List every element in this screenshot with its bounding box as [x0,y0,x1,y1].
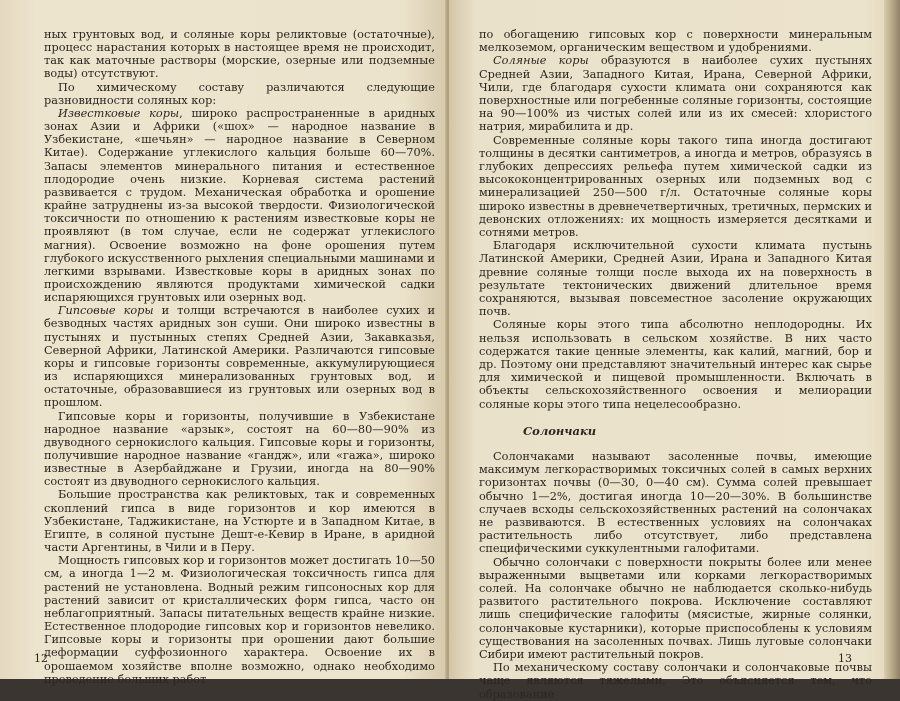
paragraph [479,54,872,133]
paragraph-text: По механическому составу солончаки и солончаковые почвы чаще являются тяжелыми. Это объясняется тем, что образование [479,661,872,701]
paragraph-text: и толщи встречаются в наиболее сухих и безводных частях аридных зон суши. Они широко известны в пустынях и пустынных степях Средней Азии, Закавказья, Северной Африки, Латинской Америки. Различаются гипсовые коры и гипсовые горизонты современные, аккумулирующиеся из испаряющихся минерализованных грунтовых вод, и остаточные, образовавшиеся из грунтовых или озерных вод в прошлом. [44,304,435,410]
paragraph-text: по обогащению гипсовых кор с поверхности минеральным мелкоземом, органическим веществом и удобрениями. [479,28,872,55]
paragraph [44,107,435,304]
paragraph [479,556,872,662]
paragraph [479,239,872,318]
paragraph [479,661,872,701]
right-page [449,0,900,701]
paragraph [479,28,872,54]
paragraph-text: Соляные коры этого типа абсолютно неплодородны. Их нельзя использовать в сельском хозяйстве. В них часто содержатся такие ценные элементы, как калий, магний, бор и др. Поэтому они представляют значительный интерес как сырье для химической и пищевой промышленности. Включать в объекты сельскохозяйственного освоения и мелиорации соляные коры этого типа нецелесообразно. [479,318,872,411]
paragraph-text: , широко распространенные в аридных зонах Азии и Африки («шох» — народное название в Узбекистане, «шечьян» — народное название в Северном Китае). Содержание углекислого кальция больше 60—70%. Запасы элементов минерального питания и естественное плодородие очень низкие. Корневая система растений развивается с трудом. Механическая обработка и орошение крайне затруднены из-за высокой твердости. Физиологической токсичности по отношению к растениям известковые коры не проявляют (в том случае, если не содержат углекислого магния). Освоение возможно на фоне орошения путем глубокого искусственного рыхления специальными машинами и легкими взрывами. Известковые коры в аридных зонах по происхождению являются продуктами химической садки испаряющихся грунтовых или озерных вод. [44,106,435,305]
paragraph [479,318,872,410]
paragraph [44,28,435,81]
section-heading: Солончаки [523,423,597,438]
paragraph-text: Обычно солончаки с поверхности покрыты более или менее выраженными выцветами или корками легкорастворимых солей. На солончаке обычно не наблюдается сколько-нибудь развитого растительного покрова. Исключение составляют лишь специфические галофиты (мясистые, жирные солянки, солончаковые кустарники), которые приспособлены к условиям существования на засоленных почвах. Лишь луговые солончаки Сибири имеют растительный покров. [479,555,872,661]
paragraph-text: Солончаками называют засоленные почвы, имеющие максимум легкорастворимых токсичных солей в самых верхних горизонтах почвы (0—30, 0—40 см). Сумма солей превышает обычно 1—2%, достигая иногда 10—20—30%. В большинстве случаев всходы сельскохозяйственных растений на солончаках не развиваются. В естественных условиях на солончаках растительность либо отсутствует, либо представлена специфическими суккулентными галофитами. [479,449,872,556]
right-page-body-bottom [479,450,872,701]
paragraph-lead-term: Известковые коры [58,106,180,120]
paragraph-text: Большие пространства как реликтовых, так и современных скоплений гипса в виде горизонтов и кор имеются в Узбекистане, Таджикистане, на Устюрте и в Западном Китае, в Египте, в соляной пустыне Дешт-е-Кевир в Иране, в аридной части Аргентины, в Чили и в Перу. [44,488,435,555]
paragraph-text: Современные соляные коры такого типа иногда достигают толщины в десятки сантиметров, а иногда и метров, образуясь в глубоких депрессиях рельефа путем химической садки из высококонцентрированных озерных или подземных вод с минерализацией 250—500 г/л. Остаточные соляные коры широко известны в древнечетвертичных, третичных, пермских и девонских отложениях: их мощность измеряется десятками и сотнями метров. [479,133,872,240]
left-page-body [44,28,435,686]
paragraph-lead-term: Гипсовые коры [58,304,154,318]
paragraph [44,488,435,554]
right-book-edge [884,0,900,679]
paragraph [44,81,435,107]
paragraph-text: Благодаря исключительной сухости климата пустынь Латинской Америки, Средней Азии, Ирана и Западного Китая древние соляные толщи после выхода их на поверхность в результате тектонических движений длительное время сохраняются, вызывая повсеместное засоление окружающих почв. [479,239,872,319]
paragraph-lead-term: Соляные коры [493,54,589,68]
paragraph [44,410,435,489]
left-page-number: 12 [34,652,48,665]
paragraph-text: ных грунтовых вод, и соляные коры реликтовые (остаточные), процесс нарастания которых в настоящее время не происходит, так как маточные растворы (морские, озерные или подземные воды) отсутствуют. [44,28,435,81]
paragraph [44,304,435,409]
left-page [0,0,447,686]
paragraph-text: Мощность гипсовых кор и горизонтов может достигать 10—50 см, а иногда 1—2 м. Физиологическая токсичность гипса для растений не установлена. Водный режим гипсоносных кор для растений зависит от кристаллических форм гипса, часто он неблагоприятный. Запасы питательных веществ крайне низкие. Естественное плодородие гипсовых кор и горизонтов невелико. Гипсовые коры и горизонты при орошении дают большие деформации суффозионного характера. Освоение их в орошаемом хозяйстве вполне возможно, однако необходимо проведение больших работ [44,554,435,686]
right-page-number: 13 [838,652,852,665]
paragraph [479,450,872,556]
paragraph-text: По химическому составу различаются следующие разновидности соляных кор: [44,80,435,107]
paragraph-text: образуются в наиболее сухих пустынях Средней Азии, Западного Китая, Ирана, Северной Африки, Чили, где благодаря сухости климата они сохраняются как поверхностные или погребенные соляные горизонты, состоящие на 90—100% из чистых солей или из их смесей: хлористого натрия, мирабилита и др. [479,54,872,134]
right-page-body-top [479,28,872,411]
paragraph-text: Гипсовые коры и горизонты, получившие в Узбекистане народное название «арзык», состоят на 60—80—90% из двуводного сернокислого кальция. Гипсовые коры и горизонты, получившие народное название «гандж», или «гажа», широко известные в Азербайджане и Грузии, иногда на 80—90% состоят из двуводного сернокислого кальция. [44,409,435,489]
paragraph [44,554,435,686]
paragraph [479,134,872,240]
